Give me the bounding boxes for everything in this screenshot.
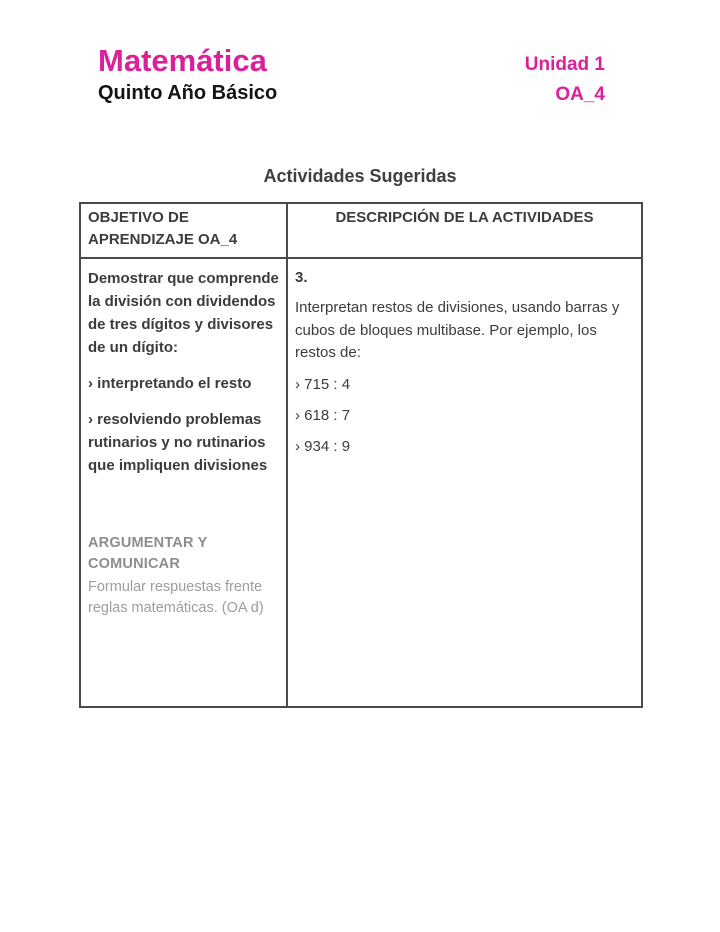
column-header-objective: OBJETIVO DE APRENDIZAJE OA_4: [81, 204, 288, 257]
objective-bullet: › interpretando el resto: [88, 375, 252, 392]
unit-label: Unidad 1: [524, 54, 605, 75]
skill-note-body: Formular respuestas frente reglas matemáticas. (OA d): [88, 579, 264, 616]
page-header-right: [525, 50, 605, 110]
description-cell: [288, 259, 641, 706]
activities-table: [79, 202, 643, 708]
activity-item: › 715 : 4: [295, 375, 351, 393]
objective-intro: Demostrar que comprende la división con dividendos de tres dígitos y divisores de un dígito:: [88, 270, 279, 356]
activity-item: › 618 : 7: [295, 406, 351, 424]
page-header-left: [98, 44, 277, 105]
activity-intro: Interpretan restos de divisiones, usando barras y cubos de bloques multibase. Por ejemplo, los restos de:: [295, 299, 620, 361]
table-header-row: [81, 204, 641, 259]
table-body-row: [81, 259, 641, 706]
activity-item: › 934 : 9: [295, 437, 351, 455]
column-header-description: DESCRIPCIÓN DE LA ACTIVIDADES: [335, 209, 594, 226]
objective-cell: [81, 259, 288, 706]
oa-code-label: OA_4: [555, 84, 605, 105]
skill-note: [88, 533, 279, 619]
skill-note-title: ARGUMENTAR Y COMUNICAR: [88, 535, 208, 572]
activity-number: 3.: [295, 269, 308, 286]
section-title: Actividades Sugeridas: [263, 166, 457, 186]
objective-bullet: › resolviendo problemas rutinarios y no rutinarios que impliquen divisiones: [88, 411, 268, 474]
grade-level: Quinto Año Básico: [98, 82, 278, 105]
subject-title: Matemática: [98, 43, 267, 78]
